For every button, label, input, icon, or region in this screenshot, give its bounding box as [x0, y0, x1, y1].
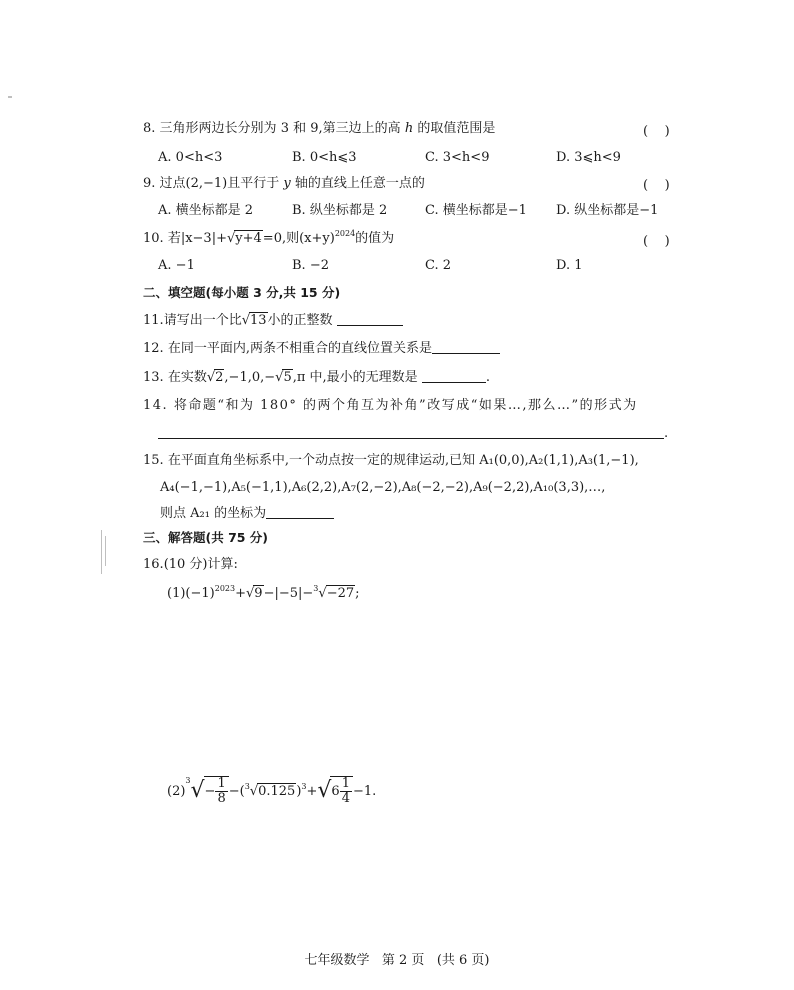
q15-line-1: 15. 在平面直角坐标系中,一个动点按一定的规律运动,已知 A₁(0,0),A₂(1,1),A₃(1,−1),: [143, 453, 639, 468]
q8-option-c[interactable]: C. 3<h<9: [425, 150, 490, 165]
q15-line-3: 则点 A₂₁ 的坐标为: [160, 505, 334, 523]
q14-stem: 14. 将命题“和为 180° 的两个角互为补角”改写成“如果…,那么…”的形式为: [143, 398, 638, 413]
q15-answer-blank[interactable]: [266, 506, 334, 519]
q12-answer-blank[interactable]: [432, 341, 500, 354]
q16-part-2: $(2)^3√-$ $\frac{1}{8}$ $-(^3√0.125)^3+√6$ $\frac{1}{4}$ −1.: [167, 776, 377, 806]
q9-option-c[interactable]: C. 横坐标都是−1: [425, 203, 527, 218]
q10-answer-bracket[interactable]: ( ): [643, 234, 670, 249]
scan-speck: [105, 536, 106, 566]
q10-option-c[interactable]: C. 2: [425, 258, 452, 273]
q12-stem: 12. 在同一平面内,两条不相重合的直线位置关系是: [143, 340, 500, 358]
q15-line-2: A₄(−1,−1),A₅(−1,1),A₆(2,2),A₇(2,−2),A₈(−2,−2),A₉(−2,2),A₁₀(3,3),…,: [160, 480, 606, 495]
q9-option-b[interactable]: B. 纵坐标都是 2: [292, 203, 388, 218]
q9-answer-bracket[interactable]: ( ): [643, 178, 670, 193]
q11-answer-blank[interactable]: [337, 313, 403, 326]
q8-stem: 8. 三角形两边长分别为 3 和 9,第三边上的高 h 的取值范围是: [143, 121, 496, 136]
section-solve-title: 三、解答题(共 75 分): [143, 530, 269, 545]
q8-option-d[interactable]: D. 3⩽h<9: [556, 150, 621, 165]
q14-answer-blank[interactable]: [158, 426, 664, 439]
q13-answer-blank[interactable]: [422, 370, 486, 383]
q9-option-a[interactable]: A. 横坐标都是 2: [158, 203, 254, 218]
q16-stem: 16.(10 分)计算:: [143, 557, 238, 572]
scan-speck: [101, 530, 102, 574]
section-fill-in-title: 二、填空题(每小题 3 分,共 15 分): [143, 285, 341, 300]
q10-radicand: y+4: [235, 231, 262, 246]
q10-number: 10.: [143, 231, 164, 246]
q10-option-b[interactable]: B. −2: [292, 258, 329, 273]
fraction-one-eighth: $\frac{1}{8}$: [217, 776, 226, 806]
q16-part-1-work-area[interactable]: [160, 610, 680, 770]
fraction-one-quarter: $\frac{1}{4}$: [341, 776, 350, 806]
scan-speck: [8, 96, 12, 98]
q8-answer-bracket[interactable]: ( ): [643, 124, 670, 139]
q9-stem: 9. 过点(2,−1)且平行于 y 轴的直线上任意一点的: [143, 176, 425, 191]
q13-stem: 13. 在实数√2,−1,0,−√5,π 中,最小的无理数是 .: [143, 370, 490, 385]
q16-part-1: $(1)(-1)^{2023}+√9-|-5|-^3√-27$;: [167, 584, 360, 601]
q10-stem: 10. 若|x−3|+√y+4=0,则$(x+y)^{2024}$的值为: [143, 229, 395, 246]
q8-number: 8.: [143, 121, 156, 136]
q8-option-b[interactable]: B. 0<h⩽3: [292, 150, 357, 165]
q9-number: 9.: [143, 176, 156, 191]
q8-option-a[interactable]: A. 0<h<3: [158, 150, 223, 165]
q16-part-2-work-area[interactable]: [160, 815, 680, 935]
q11-stem: 11.请写出一个比√13小的正整数: [143, 312, 403, 330]
q9-option-d[interactable]: D. 纵坐标都是−1: [556, 203, 659, 218]
q10-option-d[interactable]: D. 1: [556, 258, 583, 273]
q10-option-a[interactable]: A. −1: [158, 258, 195, 273]
page-footer: 七年级数学 第 2 页 (共 6 页): [304, 953, 490, 968]
q14-answer-line[interactable]: .: [158, 425, 668, 443]
